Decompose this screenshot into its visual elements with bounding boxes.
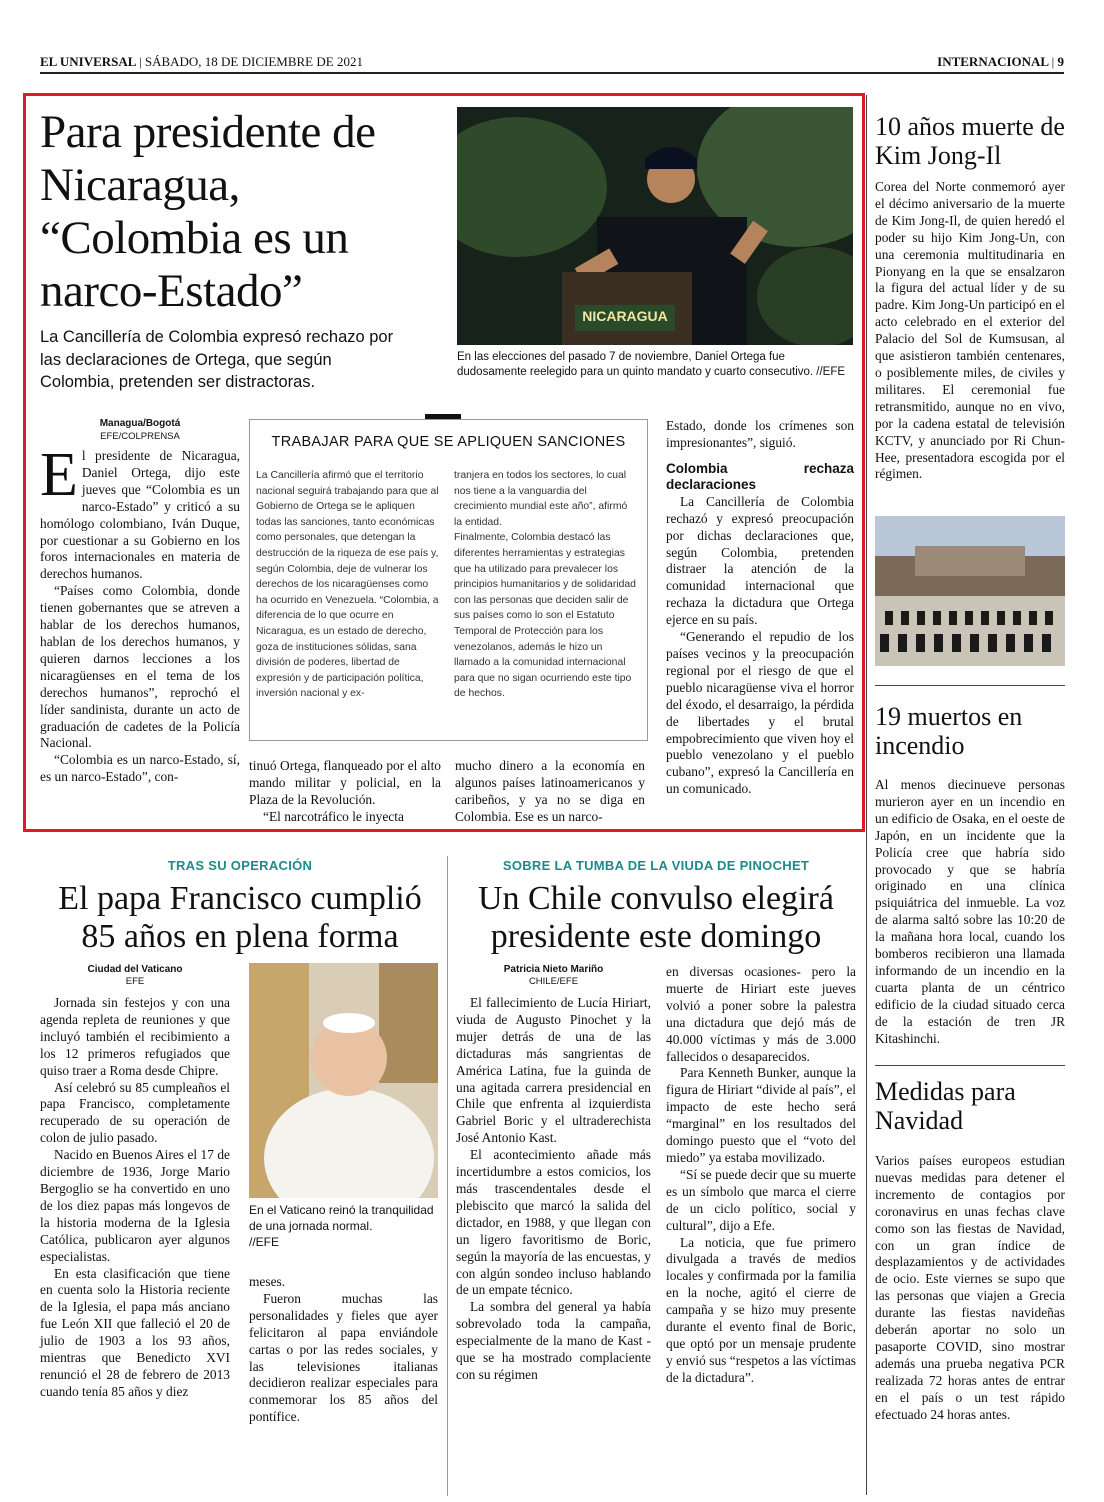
pope-paragraph: En esta clasificación que tiene en cuenta solo la Historia reciente de la Iglesia, el papa más anciano fue León XII que falleció el 20 de julio de 1903 a los 93 años, mientras que Benedicto XVI renunció el 28 de febrero de 2013 cuando tenía 85 años y diez [40, 1265, 230, 1399]
pope-paragraph: meses. [249, 1274, 286, 1289]
box-paragraph: Finalmente, Colombia destacó las diferentes herramientas y estrategias que ha utilizado para prevalecer los principios humanitarios y de solidaridad con las personas que deciden salir de sus países como lo son el Estatuto Temporal de Protección para los venezolanos, además le hizo un llamado a la comunidad internacional para que no sigan ocurriendo este tipo de hechos. [454, 532, 636, 700]
ortega-photo-caption: En las elecciones del pasado 7 de noviembre, Daniel Ortega fue dudosamente reelegido para un quinto mandato y cuarto consecutivo. //EFE [457, 351, 846, 378]
pope-photo-illustration [249, 963, 438, 1198]
story-divider [447, 856, 448, 1496]
chile-paragraph: Para Kenneth Bunker, aunque la figura de Hiriart “divide al país”, el impacto de este hecho será “marginal” en los resultados del domingo puesto que el “voto del miedo” ya estaba movilizado. [666, 1065, 856, 1165]
lead-column-4 [666, 418, 854, 798]
lead-paragraph: “Generando el repudio de los países vecinos y la preocupación regional por el riesgo de que el pueblo nicaragüense viva el horror del éxodo, el desarraigo, la pérdida de libertades y el brutal empobrecimiento que viven hoy el pueblo venezolano y el pueblo cubano”, expresó la Cancillería en un comunicado. [666, 629, 854, 797]
lead-dek: La Cancillería de Colombia expresó rechazo por las declaraciones de Ortega, que según Colombia, pretenden ser distractoras. [40, 328, 394, 391]
lead-byline-place: Managua/Bogotá [99, 418, 181, 429]
chile-paragraph: “Sí se puede decir que su muerte es un símbolo que marca el cierre de un ciclo político, social y cultural”, dijo a Efe. [666, 1166, 856, 1233]
kim-headline: 10 años muerte de Kim Jong-Il [875, 112, 1065, 170]
pope-kicker: TRAS SU OPERACIÓN [167, 858, 313, 873]
lead-paragraph: La Cancillería de Colombia rechazó y expresó preocupación por dichas declaraciones que, según Colombia, pretenden distraer la atención de la comunidad internacional que rechaza la dictadura que Ortega ejerce en su país. [666, 493, 854, 628]
chile-byline-name: Patricia Nieto Mariño [503, 964, 604, 975]
chile-byline-agency: CHILE/EFE [528, 976, 579, 987]
pope-headline: El papa Francisco cumplió 85 años en plena forma [58, 880, 422, 955]
podium-sign: NICARAGUA [582, 308, 668, 324]
pope-column-2 [249, 1274, 438, 1426]
fire-paragraph: Al menos diecinueve personas murieron ayer en un incendio en un edificio de Osaka, en el oeste de Japón, en un incidente que la Policía cree que habría sido provocado y que se habría originado en una clínica psiquiátrica del inmueble. La voz de alarma saltó sobre las 10:20 de la mañana hora local, cuando los bomberos recibieron una llamada informando de un incendio en la cuarta planta de un céntrico edificio de la ciudad situado cerca de la estación de tren JR Kitashinchi. [875, 777, 1065, 1046]
lead-subhead: Colombia rechaza declaraciones [666, 460, 854, 493]
pope-paragraph: Fueron muchas las personalidades y fieles que ayer felicitaron al papa enviándole cartas o por las redes sociales, y las televisiones italianas decidieron realizar especiales para conmemorar los 85 años del pontífice. [249, 1290, 438, 1425]
pope-byline-place: Ciudad del Vaticano [87, 964, 183, 975]
section-label: INTERNACIONAL | 9 [937, 54, 1064, 69]
lead-paragraph: Estado, donde los crímenes son impresionantes”, siguió. [666, 418, 854, 450]
pope-caption-text: En el Vaticano reinó la tranquilidad de una jornada normal. [249, 1203, 434, 1233]
ortega-photo [457, 107, 853, 345]
sanctions-box [249, 419, 648, 741]
box-column-1 [256, 468, 439, 702]
navidad-paragraph: Varios países europeos estudian nuevas medidas para detener el incremento de contagios por coronavirus en unas fechas clave como son las fiestas de Navidad, con un gran índice de desplazamientos y de actividades de ocio. Este viernes se supo que las personas que viajen a Grecia durante las fiestas navideñas deberán aportar no solo un pasaporte COVID, sino mostrar además una prueba negativa PCR realizada 72 horas antes de entrar en el país o un test rápido efectuado 24 horas antes. [875, 1153, 1065, 1422]
fire-headline: 19 muertos en incendio [875, 702, 1023, 760]
sidebar-rule-2 [875, 1065, 1065, 1066]
pope-caption-credit: //EFE [249, 1235, 280, 1249]
kim-photo-illustration [875, 516, 1065, 666]
navidad-headline: Medidas para Navidad [875, 1077, 1016, 1135]
kim-text [875, 179, 1065, 483]
box-title: TRABAJAR PARA QUE SE APLIQUEN SANCIONES [271, 434, 626, 450]
pope-photo [249, 963, 438, 1198]
pope-column-1 [40, 995, 230, 1401]
chile-paragraph: El acontecimiento añade más incertidumbre a estos comicios, los más trascendentales desde el plebiscito que marcó la salida del dictador, en 1988, y que llegan con un ligero favoritismo de Boric, según la mayoría de las encuestas, y con algún sondeo incluso hablando de un empate técnico. [456, 1147, 651, 1298]
dropcap: E [40, 441, 78, 509]
pope-paragraph: Jornada sin festejos y con una agenda repleta de reuniones y que incluyó también el recibimiento a los 12 primeros refugiados que quiso traer a Roma desde Chipre. [40, 995, 230, 1078]
lead-paragraph: “El narcotráfico le inyecta [263, 808, 404, 824]
kim-paragraph: Corea del Norte conmemoró ayer el décimo aniversario de la muerte de Kim Jong-Il, de quien heredó el poder su hijo Kim Jong-Un, con una ceremonia multitudinaria en Pionyang en la que se ensalzaron la figura del actual líder y de su padre. Kim Jong-Un participó en el acto celebrado en el exterior del Palacio del Sol de Kumsusan, al que asistieron también centenares, o posiblemente miles, de civiles y militares. El ceremonial fue retransmitido, aunque no en vivo, por la cadena estatal de televisión KCTV, y anunciado por Ri Chun-Hee, presentadora escogida por el régimen. [875, 179, 1065, 482]
lead-paragraph: tinuó Ortega, flanqueado por el alto mando militar y policial, en la Plaza de la Revolución. [249, 758, 441, 807]
chile-paragraph: La sombra del general ya había sobrevolado toda la campaña, especialmente de la mano de Kast -que se ha mostrado complaciente con su régimen [456, 1299, 651, 1382]
lead-paragraph: “Países como Colombia, donde tienen gobernantes que se atreven a hablar de los derechos humanos, hablan de los derechos humanos, y quieren darnos lecciones a los nicaragüenses en el tema de los derechos humanos”, reprochó el líder sandinista, durante un acto de graduación de cadetes de la Policía Nacional. [40, 583, 240, 751]
lead-headline: Para presidente de Nicaragua, “Colombia es un narco-Estado” [40, 106, 376, 317]
pope-paragraph: Así celebró su 85 cumpleaños el papa Francisco, completamente recuperado de su operación de colon de julio pasado. [40, 1079, 230, 1146]
chile-column-2 [666, 964, 856, 1387]
chile-kicker: SOBRE LA TUMBA DE LA VIUDA DE PINOCHET [502, 858, 810, 873]
chile-paragraph: en diversas ocasiones- pero la muerte de Hiriart este jueves volvió a poner sobre la palestra una dictadura que dejó más de 40.000 víctimas y más de 3.000 fallecidos o desaparecidos. [666, 964, 856, 1064]
chile-paragraph: El fallecimiento de Lucía Hiriart, viuda de Augusto Pinochet y la mujer detrás de una de las dictaduras más sangrientas de América Latina, fue la guinda de una agitada carrera presidencial en Chile que enfrenta al izquierdista Gabriel Boric y el ultraderechista José Antonio Kast. [456, 995, 651, 1146]
lead-column-1 [40, 441, 240, 786]
pope-photo-caption [249, 1202, 438, 1250]
box-column-2 [454, 468, 637, 702]
masthead: EL UNIVERSAL | SÁBADO, 18 DE DICIEMBRE DE 2021 [40, 54, 363, 69]
navidad-text [875, 1153, 1065, 1424]
chile-headline: Un Chile convulso elegirá presidente este domingo [478, 880, 834, 955]
lead-paragraph: mucho dinero a la economía en algunos países latinoamericanos y caribeños, y ya no se diga en Colombia. Ese es un narco- [455, 758, 645, 824]
sidebar-divider [866, 95, 867, 1495]
kim-photo [875, 516, 1065, 666]
pope-paragraph: Nacido en Buenos Aires el 17 de diciembre de 1936, Jorge Mario Bergoglio se ha convertido en uno de los diez papas más longevos de la historia moderna de la Iglesia Católica, publicaron ayer algunos especialistas. [40, 1147, 230, 1264]
pope-byline-agency: EFE [125, 976, 145, 987]
issue-date: SÁBADO, 18 DE DICIEMBRE DE 2021 [144, 54, 363, 69]
box-paragraph: tranjera en todos los sectores, lo cual nos tiene a la vanguardia del crecimiento mundial este año”, afirmó la entidad. [454, 470, 628, 528]
page-number: 9 [1057, 54, 1064, 69]
section-name: INTERNACIONAL [937, 54, 1049, 69]
sidebar-rule-1 [875, 685, 1065, 686]
paper-name: EL UNIVERSAL [40, 54, 136, 69]
chile-paragraph: La noticia, que fue primero divulgada a través de medios locales y confirmada por la familia en la noche, agitó el cierre de campaña y se hizo muy presente durante el evento final de Boric, que optó por un mensaje prudente y envió sus “respetos a las víctimas de la dictadura”. [666, 1234, 856, 1385]
lead-column-3 [455, 758, 645, 826]
box-paragraph: La Cancillería afirmó que el territorio nacional seguirá trabajando para que al Gobierno de Ortega se le apliquen todas las sanciones, tanto económicas como personales, que detengan la destrucción de la riqueza de ese país y, según Colombia, deje de vulnerar los derechos de los nicaragüenses como ha ocurrido en Venezuela. “Colombia, a diferencia de lo que ocurre en Nicaragua, es un estado de derecho, goza de instituciones sólidas, sana división de poderes, libertad de expresión y de participación política, inversión nacional y ex- [256, 470, 439, 700]
chile-column-1 [456, 995, 651, 1384]
lead-byline-agency: EFE/COLPRENSA [100, 431, 180, 442]
lead-column-2 [249, 758, 441, 826]
fire-text [875, 777, 1065, 1048]
lead-paragraph: “Colombia es un narco-Estado, sí, es un narco-Estado”, con- [40, 752, 240, 785]
lead-paragraph: l presidente de Nicaragua, Daniel Ortega, dijo este jueves que “Colombia es un narco-Estado” y criticó a su homólogo colombiano, Iván Duque, por cuestionar a su Gobierno en los foros internacionales en materia de derechos humanos. [40, 448, 240, 582]
header-rule [40, 72, 1064, 74]
